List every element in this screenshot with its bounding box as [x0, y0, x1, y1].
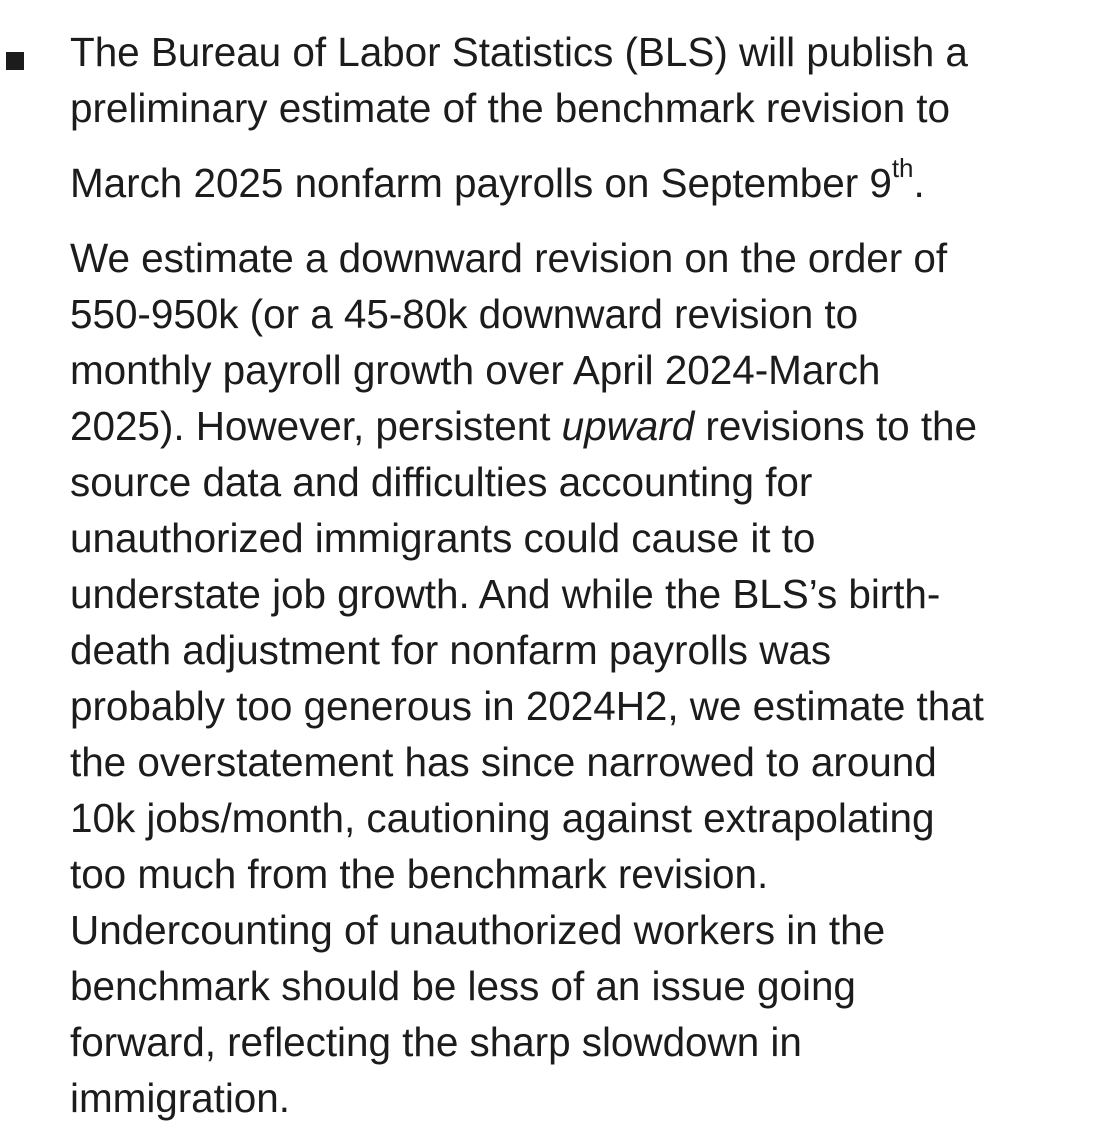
text-segment: 2025). However, persistent: [70, 403, 562, 449]
text-line: death adjustment for nonfarm payrolls was: [70, 627, 832, 673]
ordinal-superscript: th: [891, 152, 914, 183]
text-line: 10k jobs/month, cautioning against extrapolating: [70, 795, 935, 841]
text-line: immigration.: [70, 1075, 290, 1121]
text-line: too much from the benchmark revision.: [70, 851, 769, 897]
square-bullet-icon: [6, 52, 24, 70]
text-segment: .: [913, 160, 925, 206]
text-line: Undercounting of unauthorized workers in the: [70, 907, 886, 953]
text-line: unauthorized immigrants could cause it to: [70, 515, 816, 561]
text-segment: revisions to the: [694, 403, 977, 449]
text-line: understate job growth. And while the BLS’s birth-: [70, 571, 941, 617]
text-line: The Bureau of Labor Statistics (BLS) will publish a: [70, 29, 968, 75]
text-line: forward, reflecting the sharp slowdown in: [70, 1019, 802, 1065]
text-line: probably too generous in 2024H2, we estimate that: [70, 683, 984, 729]
text-segment: March 2025 nonfarm payrolls on September 9: [70, 160, 892, 206]
text-line: We estimate a downward revision on the order of: [70, 235, 948, 281]
text-line: [70, 398, 1090, 454]
text-line: 550-950k (or a 45-80k downward revision to: [70, 291, 859, 337]
italic-emphasis: upward: [561, 403, 695, 449]
text-line: [70, 136, 1090, 230]
text-line: the overstatement has since narrowed to around: [70, 739, 937, 785]
text-line: source data and difficulties accounting for: [70, 459, 813, 505]
text-line: preliminary estimate of the benchmark revision to: [70, 85, 950, 131]
bullet-paragraph: [70, 24, 1090, 1126]
text-line: benchmark should be less of an issue going: [70, 963, 856, 1009]
text-line: monthly payroll growth over April 2024-March: [70, 347, 881, 393]
